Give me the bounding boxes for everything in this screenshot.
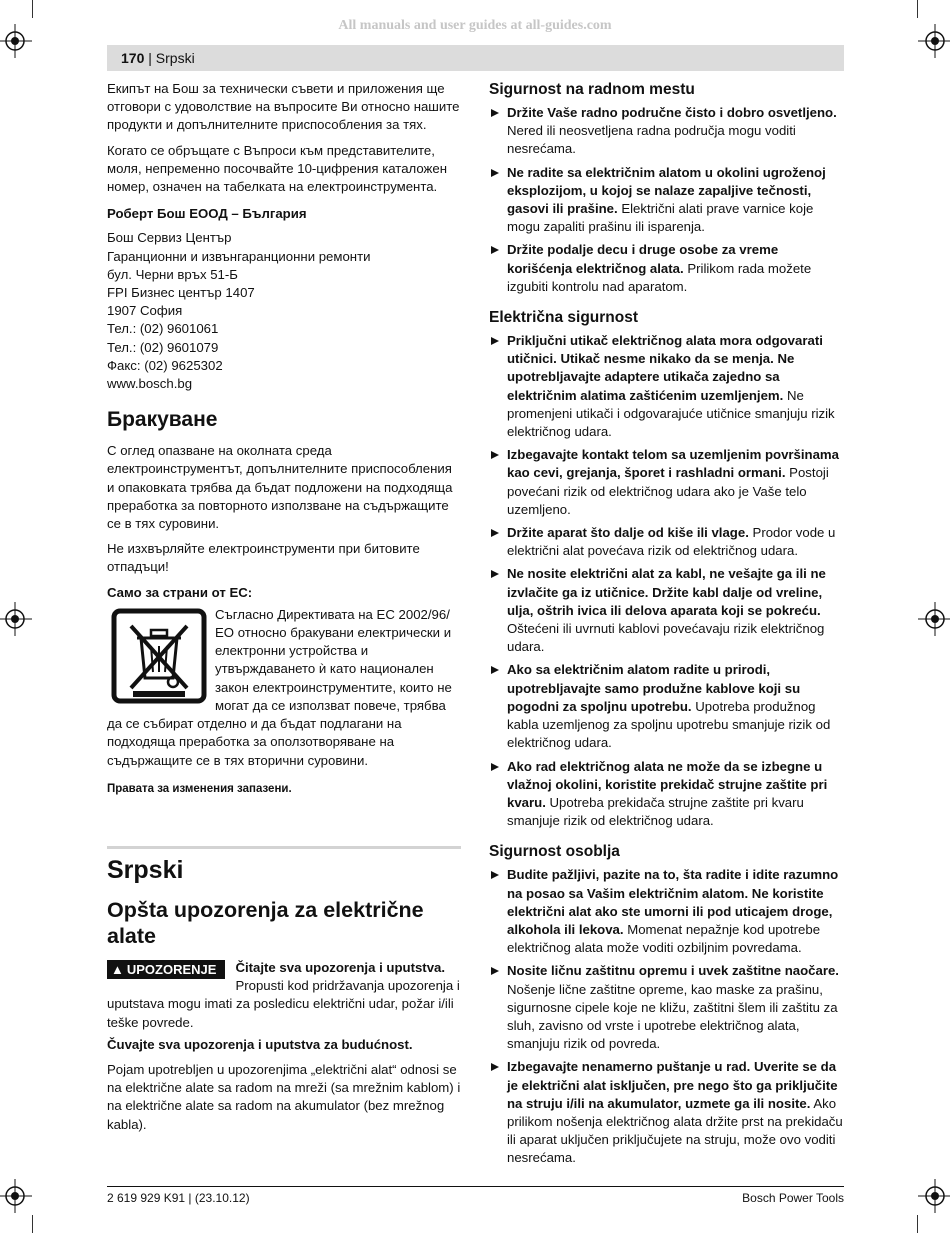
arrow-bullet-icon bbox=[491, 109, 499, 117]
bullet-item bbox=[489, 1058, 844, 1167]
bullet-text: Oštećeni ili uvrnuti kablovi povećavaju rizik električnog udara. bbox=[507, 621, 825, 655]
bullet-bold: Priključni utikač električnog alata mora odgovarati utičnici. Utikač nesme nikako da se menja. Ne upotrebljavajte adaptere utikača zajedno sa električnim alatima zaštićenim uzemljenjem. bbox=[507, 333, 823, 403]
watermark: All manuals and user guides at all-guides.com bbox=[338, 18, 612, 33]
bullet-text: Ako prilikom nošenja električnog alata držite prst na prekidaču ili aparat uključen priključujete na struju, može ovo voditi nesrećama. bbox=[507, 1095, 843, 1166]
arrow-bullet-icon bbox=[491, 529, 499, 537]
warning-paragraph bbox=[107, 959, 461, 1032]
bullet-item bbox=[489, 962, 844, 1053]
bullet-bold: Ako rad električnog alata ne može da se izbegne u vlažnoj okolini, koristite prekidač strujne zaštite pri kvaru. bbox=[507, 758, 828, 810]
registration-mark-top-left bbox=[0, 24, 32, 58]
crop-line bbox=[917, 1215, 918, 1233]
bullet-item bbox=[489, 866, 844, 957]
bullet-bold: Izbegavajte kontakt telom sa uzemljenim površinama kao cevi, grejanja, šporet i rashladni ormani. bbox=[507, 447, 839, 481]
bullet-text: Postoji povećani rizik od električnog udara ako je Vaše telo uzemljeno. bbox=[507, 465, 829, 517]
paragraph: Не изхвърляйте електроинструменти при битовите отпадъци! bbox=[107, 541, 420, 575]
registration-mark-mid-right bbox=[918, 602, 950, 636]
bullet-bold: Držite podalje decu i druge osobe za vreme korišćenja električnog alata. bbox=[507, 242, 779, 276]
bullet-text: Prilikom rada možete izgubiti kontrolu nad aparatom. bbox=[507, 260, 812, 294]
address-line: Факс: (02) 9625302 bbox=[107, 357, 223, 373]
footer-rule bbox=[107, 1186, 844, 1187]
weee-block bbox=[107, 606, 461, 770]
section-heading-work-area: Sigurnost na radnom mestu bbox=[489, 81, 695, 98]
address-line: FPI Бизнес център 1407 bbox=[107, 285, 255, 301]
eu-directive-text: Съгласно Директивата на ЕС 2002/96/ЕО относно бракувани електрически и електронни устройства и утвърждаването ѝ като национален закон електроинструментите, които не могат да се използват повече, трябва да се събират отделно и да бъдат подлагани на подходяща преработка за оползотворяване на съдържащите се в тях вторични суровини. bbox=[107, 606, 452, 768]
bullet-text: Momenat nepažnje kod upotrebe električnog alata može voditi ozbiljnim povredama. bbox=[507, 921, 821, 956]
bullet-bold: Izbegavajte nenamerno puštanje u rad. Uverite se da je električni alat isključen, pre nego što ga priključite na struju i/ili na akumulator, uzmete ga ili nosite. bbox=[507, 1059, 838, 1111]
bullet-bold: Ne nosite električni alat za kabl, ne vešajte ga ili ne izvlačite ga iz utičnice. Držite kabl dalje od vreline, ulja, oštrih ivica ili delova aparata koji se pokreću. bbox=[507, 566, 826, 618]
bullet-item bbox=[489, 332, 844, 441]
arrow-bullet-icon bbox=[491, 570, 499, 578]
arrow-bullet-icon bbox=[491, 666, 499, 674]
footer-doc-number: 2 619 929 K91 | (23.10.12) bbox=[107, 1191, 250, 1205]
arrow-bullet-icon bbox=[491, 169, 499, 177]
warning-bold: Čitajte sva upozorenja i uputstva. bbox=[235, 959, 446, 975]
registration-mark-bottom-right bbox=[918, 1179, 950, 1213]
registration-mark-top-right bbox=[918, 24, 950, 58]
bullet-item bbox=[489, 661, 844, 752]
bullet-item bbox=[489, 446, 844, 519]
section-heading-electrical: Električna sigurnost bbox=[489, 309, 639, 327]
page-header-text: 170 | Srpski bbox=[121, 50, 195, 66]
bullet-item bbox=[489, 104, 844, 159]
arrow-bullet-icon bbox=[491, 246, 499, 254]
general-warnings-heading: Opšta upozorenja za električne alate bbox=[107, 897, 424, 948]
warning-badge bbox=[107, 960, 225, 979]
bullet-bold: Nosite ličnu zaštitnu opremu i uvek zaštitne naočare. bbox=[507, 963, 839, 979]
crop-line bbox=[917, 0, 918, 18]
language-title: Srpski bbox=[107, 855, 184, 884]
page-header bbox=[107, 45, 844, 71]
arrow-bullet-icon bbox=[491, 451, 499, 459]
warning-badge-label: UPOZORENJE bbox=[126, 961, 217, 977]
bullet-bold: Držite Vaše radno područne čisto i dobro osvetljeno. bbox=[507, 105, 837, 120]
address-line: Тел.: (02) 9601061 bbox=[107, 321, 219, 337]
arrow-bullet-icon bbox=[491, 871, 499, 879]
term-definition: Pojam upotrebljen u upozorenjima „električni alat“ odnosi se na električne alate sa radom na mreži (sa mrežnim kablom) i na električne alate sa radom na akumulator (bez mrežnog kabla). bbox=[107, 1061, 461, 1132]
registration-mark-bottom-left bbox=[0, 1179, 32, 1213]
bullet-text: Upotreba produžnog kabla uzemljenog za spoljnu upotrebu smanjuje rizik od električnog udara. bbox=[507, 698, 831, 751]
arrow-bullet-icon bbox=[491, 337, 499, 345]
footer-brand: Bosch Power Tools bbox=[742, 1191, 844, 1205]
address-line: Бош Сервиз Център bbox=[107, 230, 232, 246]
page-number: 170 bbox=[121, 50, 145, 66]
arrow-bullet-icon bbox=[491, 1063, 499, 1071]
bullet-bold: Ako sa električnim alatom radite u prirodi, upotrebljavajte samo produžne kablove koji su pogodni za spoljnu upotrebu. bbox=[507, 662, 801, 714]
address-line: Тел.: (02) 9601079 bbox=[107, 339, 219, 355]
bullet-item bbox=[489, 565, 844, 656]
bullet-bold: Budite pažljivi, pazite na to, šta radite i idite razumno na posao sa Vašim električnim alatom. Ne koristite električni alat ako ste umorni ili pod uticajem droge, alkohola ili lekova. bbox=[507, 867, 839, 937]
bullet-text: Nered ili neosvetljena radna područja mogu voditi nesrećama. bbox=[507, 123, 796, 157]
bullet-item bbox=[489, 241, 844, 296]
address-line: бул. Черни връх 51-Б bbox=[107, 266, 238, 282]
crop-line bbox=[32, 0, 33, 18]
section-divider bbox=[107, 846, 461, 849]
warning-triangle-icon: ▲ bbox=[111, 961, 124, 977]
paragraph: Когато се обръщате с Въпроси към представителите, моля, непременно посочвайте 10-цифрения каталожен номер, означен на табелката на електроинструмента. bbox=[107, 142, 447, 195]
bullet-text: Prodor vode u električni alat povećava rizik od električnog udara. bbox=[507, 525, 836, 559]
rights-notice: Правата за изменения запазени. bbox=[107, 782, 292, 795]
bullet-text: Ne promenjeni utikači i odgovarajuće utičnice smanjuju rizik električnog udara. bbox=[507, 387, 835, 440]
eu-label: Само за страни от ЕС: bbox=[107, 584, 253, 600]
address-line: Гаранционни и извънгаранционни ремонти bbox=[107, 248, 371, 264]
arrow-bullet-icon bbox=[491, 967, 499, 975]
bullet-text: Nošenje lične zaštitne opreme, kao maske za prašinu, sigurnosne cipele koje ne kližu, zaštitni šlem ili zaštitu za sluh, zavisno od vrste i upotrebe električnog alata, smanjuju rizik od povreda. bbox=[507, 981, 838, 1052]
warning-text: Propusti kod pridržavanja upozorenja i uputstava mogu imati za posledicu električni udar, požar i/ili teške povrede. bbox=[107, 978, 460, 1030]
company-name: Роберт Бош ЕООД – България bbox=[107, 206, 307, 222]
arrow-bullet-icon bbox=[491, 763, 499, 771]
address-block bbox=[107, 229, 461, 393]
crop-line bbox=[32, 1215, 33, 1233]
website-link[interactable]: www.bosch.bg bbox=[107, 376, 193, 392]
left-column bbox=[107, 80, 461, 1141]
bullet-item bbox=[489, 524, 844, 560]
paragraph: С оглед опазване на околната среда електроинструментът, допълнителните приспособления и опаковката трябва да бъдат подложени на подходяща преработка за повторното използване на съдържащите се в тях суровини. bbox=[107, 443, 453, 532]
bullet-text: Upotreba prekidača strujne zaštite pri kvaru smanjuje rizik od električnog udara. bbox=[507, 794, 804, 829]
bullet-bold: Držite aparat što dalje od kiše ili vlage. bbox=[507, 525, 749, 541]
bullet-text: Električni alati prave varnice koje mogu zapaliti prašinu ili isparenja. bbox=[507, 201, 814, 235]
bullet-item bbox=[489, 758, 844, 831]
address-line: 1907 София bbox=[107, 303, 183, 319]
right-column bbox=[489, 80, 844, 1173]
keep-instructions: Čuvajte sva upozorenja i uputstva za budućnost. bbox=[107, 1036, 413, 1052]
bullet-item bbox=[489, 164, 844, 237]
registration-mark-mid-left bbox=[0, 602, 32, 636]
disposal-heading: Бракуване bbox=[107, 408, 218, 432]
section-heading-personal: Sigurnost osoblja bbox=[489, 843, 620, 861]
crossed-bin-icon bbox=[111, 608, 207, 704]
bullet-bold: Ne radite sa električnim alatom u okolini ugroženoj eksplozijom, u kojoj se nalaze zapaljive tečnosti, gasovi ili prašine. bbox=[507, 164, 826, 217]
section-name: Srpski bbox=[155, 50, 195, 66]
paragraph: Екипът на Бош за технически съвети и приложения ще отговори с удоволствие на въпросите Ви относно нашите продукти и допълнителните приспособления за тях. bbox=[107, 81, 460, 133]
